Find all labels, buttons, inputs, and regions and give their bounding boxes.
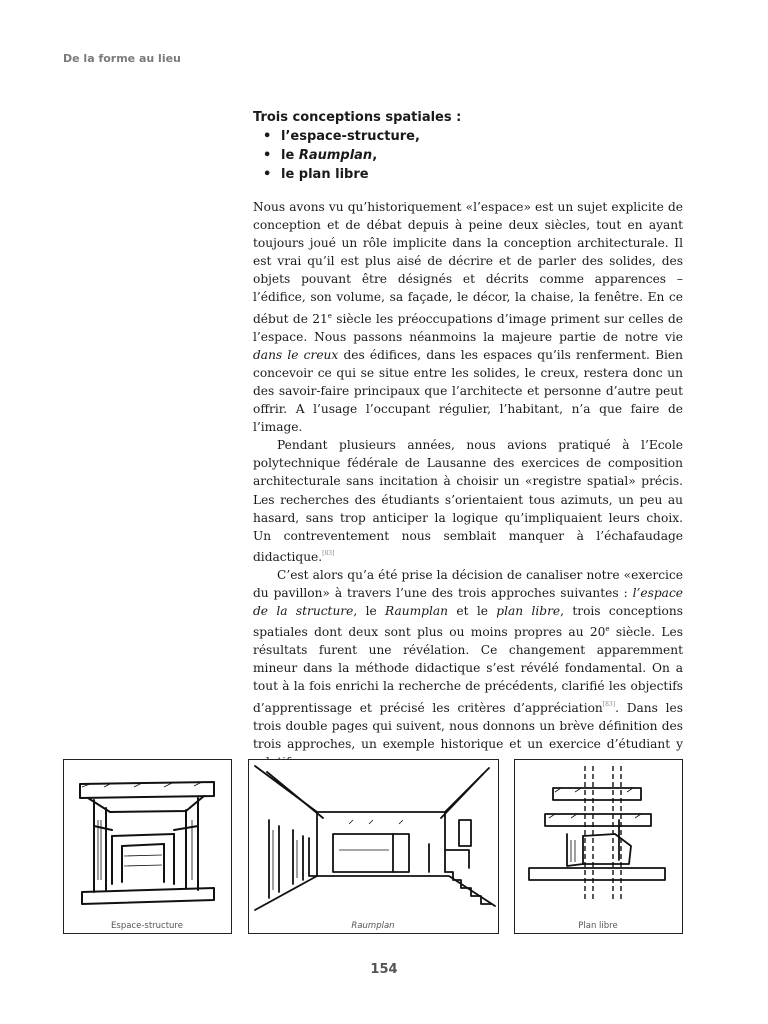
footnote-ref: [83] — [602, 700, 616, 708]
section-title — [253, 108, 693, 184]
espace-structure-sketch — [64, 760, 231, 933]
caption-plan-libre: Plan libre — [578, 921, 618, 931]
page-number: 154 — [370, 962, 398, 977]
running-head: De la forme au lieu — [63, 52, 181, 65]
paragraph-2: Pendant plusieurs années, nous avions pratiqué à l’Ecole polytechnique fédérale de Lausanne des exercices de composition architecturale sans incitation à choisir un «registre spatial» précis. Les recherches des étudiants s’orientaient tous azimuts, un peu au hasard, sans trop anticiper la logique qu’impliquaient leurs choix. Un contreventement nous semblait manquer à l’échafaudage didactique.[83] — [253, 438, 683, 564]
footnote-ref: [83] — [322, 549, 335, 557]
figure-raumplan — [248, 759, 499, 934]
figure-plan-libre — [514, 759, 683, 934]
paragraph-1: Nous avons vu qu’historiquement «l’espace» est un sujet explicite de conception et de débat depuis à peine deux siècles, tout en ayant toujours joué un rôle implicite dans la conception architecturale. Il est vrai qu’il est plus aisé de décrire et de parler des solides, des objets pouvant être désignés et décrits comme apparences – l’édifice, son volume, sa façade, le décor, la chaise, la fenêtre. En ce début de 21e siècle les préoccupations d’image priment sur celles de l’espace. Nous passons néanmoins la majeure partie de notre vie dans le creux des édifices, dans les espaces qu’ils renferment. Bien concevoir ce qui se situe entre les solides, le creux, restera donc un des savoir-faire principaux que l’architecte et personne d’autre peut offrir. A l’usage l’occupant régulier, l’habitant, n’a que faire de l’image. — [253, 200, 683, 435]
body-text — [253, 198, 683, 771]
figure-espace-structure — [63, 759, 232, 934]
section-heading: Trois conceptions spatiales : — [253, 110, 462, 125]
caption-raumplan: Raumplan — [351, 921, 395, 931]
raumplan-sketch — [249, 760, 498, 933]
caption-espace-structure: Espace-structure — [111, 921, 183, 931]
plan-libre-sketch — [515, 760, 682, 933]
concept-item-espace-structure: • l’espace-structure, — [281, 127, 693, 146]
paragraph-3: C’est alors qu’a été prise la décision de canaliser notre «exercice du pavillon» à travers l’une des trois approches suivantes : l’espace de la structure, le Raumplan et le plan libre, trois conceptions spatiales dont deux sont plus ou moins propres au 20e siècle. Les résultats furent une révélation. Ce changement apparemment mineur dans la méthode didactique s’est révélé fondamental. On a tout à la fois enrichi la recherche de précédents, clarifié les objectifs d’apprentissage et précisé les critères d’appréciation[83]. Dans les trois double pages qui suivent, nous donnons un brève définition des trois approches, un exemple historique et un exercice d’étudiant y — [253, 567, 683, 751]
concept-item-plan-libre: • le plan libre — [281, 165, 693, 184]
concept-list — [253, 127, 693, 184]
concept-item-raumplan: • le Raumplan, — [281, 146, 693, 165]
